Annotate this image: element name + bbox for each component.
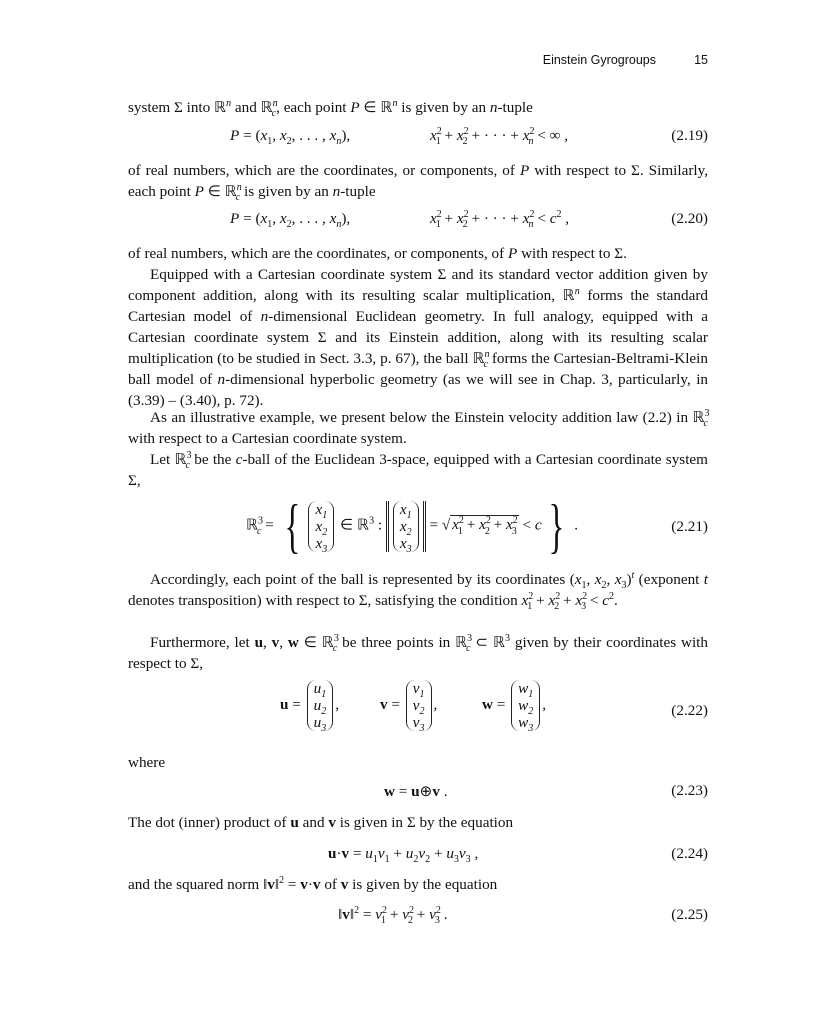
paragraph-3: of real numbers, which are the coordinates, or components, of P with respect to Σ.	[128, 245, 627, 262]
paragraph-9: where	[128, 754, 166, 771]
equation-number: (2.22)	[671, 702, 708, 719]
equation-number: (2.21)	[671, 518, 708, 535]
equation-number: (2.23)	[671, 782, 708, 799]
paragraph-2: of real numbers, which are the coordinates, or components, of P with respect to Σ. Similarly, each point P ∈ ℝ$^n_c$ is given by an n-tuple	[128, 162, 708, 204]
equation-2-21: ℝ$^3_c$ = { $x_1$ $x_2$ $x_3$ ∈ ℝ$^3$ : $x_1$ $x_2$ $x_3$ = √ $x^2_1 + x^2_2 + x^2_3 < c$ } . (2.21)	[246, 493, 708, 559]
equation-number: (2.19)	[671, 127, 708, 144]
paragraph-1: system Σ into ℝ$^n$ and ℝ$^n_c$, each point P ∈ ℝ$^n$ is given by an n-tuple	[128, 97, 533, 120]
equation-number: (2.25)	[671, 906, 708, 923]
running-title: Einstein Gyrogroups	[542, 53, 656, 67]
paragraph-11: and the squared norm ‖v‖$^2$ = v·v of v is given by the equation	[128, 874, 498, 893]
paragraph-7: Accordingly, each point of the ball is represented by its coordinates ($x_1$, $x_2$, $x_3)^t$ (exponent t denotes transposition) with respect to Σ, satisfying the condition $x^2_1 + x^2_2 + x^2_3 < c^2$.	[128, 569, 709, 613]
equation-2-22: $u = u_1$ $u_2$ $u_3$, $v = v_1$ $v_2$ $v_3$, $w = w_1$ $w_2$ $w_3$, (2.22)	[280, 680, 708, 735]
equation-number: (2.24)	[671, 845, 708, 862]
paragraph-4: Equipped with a Cartesian coordinate system Σ and its standard vector addition given by component addition, along with its resulting scalar multiplication, ℝ$^n$ forms the standard Cartesian model of n-dimensional Euclidean geometry. In full analogy, equipped with a Cartesian coordinate system Σ and its Einstein addition, along with its resulting scalar multiplication (to be studied in Sect. 3.3, p. 67), the ball ℝ$^n_c$ forms the Cartesian-Beltrami-Klein ball model of n-dimensional hyperbolic geometry (as we will see in Chap. 3, particularly, in (3.39) – (3.40), p. 72).	[128, 266, 709, 409]
paragraph-6: Let ℝ$^3_c$ be the c-ball of the Euclidean 3-space, equipped with a Cartesian coordinate system Σ,	[128, 449, 708, 489]
page-number: 15	[694, 53, 708, 67]
paragraph-8: Furthermore, let u, v, w ∈ ℝ$^3_c$ be three points in ℝ$^3_c$ ⊂ ℝ$^3$ given by their coordinates with respect to Σ,	[128, 632, 708, 672]
paragraph-5: As an illustrative example, we present below the Einstein velocity addition law (2.2) in ℝ$^3_c$ with respect to a Cartesian coordinate system.	[128, 407, 710, 447]
paragraph-10: The dot (inner) product of u and v is given in Σ by the equation	[128, 814, 514, 831]
equation-number: (2.20)	[671, 210, 708, 227]
